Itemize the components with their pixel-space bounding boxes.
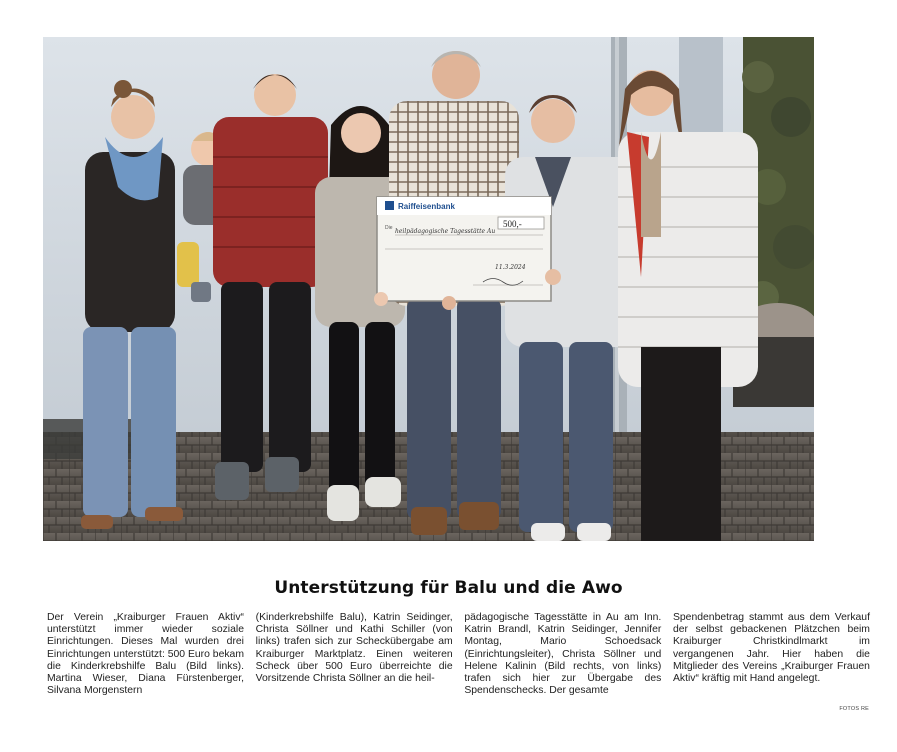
article-headline: Unterstützung für Balu und die Awo bbox=[274, 578, 623, 598]
article-photo bbox=[43, 37, 814, 541]
cheque-payee: heilpädagogische Tagesstätte Au bbox=[395, 228, 496, 235]
raiffeisen-logo bbox=[385, 201, 394, 210]
photo-credit: FOTOS RE bbox=[839, 706, 869, 712]
article-column-1: Der Verein „Kraiburger Frauen Aktiv“ unterstützt immer wieder soziale Einrichtungen. Dieses Mal wurden drei Einrichtungen unterstützt: 500 Euro bekam die Kinderkrebshilfe Balu (Bild links). Martina Wieser, Diana Fürstenberger, Silvana Morgenstern bbox=[47, 612, 244, 697]
person-2 bbox=[213, 74, 328, 500]
cheque bbox=[377, 197, 551, 301]
article-column-3: pädagogische Tagesstätte in Au am Inn. Katrin Brandl, Katrin Seidinger, Jennifer Montag, Mario Schoedsack (Einrichtungsleiter), Christa Söllner und Helene Kalinin (Bild rechts, von links) trafen sich hier zur Übergabe des Spendenschecks. Der gesamte bbox=[464, 612, 662, 697]
cheque-bank-name: Raiffeisenbank bbox=[398, 202, 455, 211]
article-body bbox=[47, 612, 870, 697]
article-column-2: (Kinderkrebshilfe Balu), Katrin Seidinger, Christa Söllner und Kathi Schiller (von links) trafen sich zur Scheckübergabe am Kraiburger Marktplatz. Einen weiteren Scheck über 500 Euro überreichte die Vorsitzende Christa Söllner an die heil- bbox=[255, 612, 453, 685]
cheque-payee-prefix: Die bbox=[385, 225, 393, 231]
cheque-amount: 500,- bbox=[503, 219, 522, 229]
cheque-date: 11.3.2024 bbox=[495, 264, 526, 271]
article-column-4: Spendenbetrag stammt aus dem Verkauf der selbst gebackenen Plätzchen beim Kraiburger Christkindlmarkt im vergangenen Jahr. Hier haben die Mitglieder des Vereins „Kraiburger Frauen Aktiv“ kräftig mit Hand angelegt. bbox=[672, 612, 870, 685]
